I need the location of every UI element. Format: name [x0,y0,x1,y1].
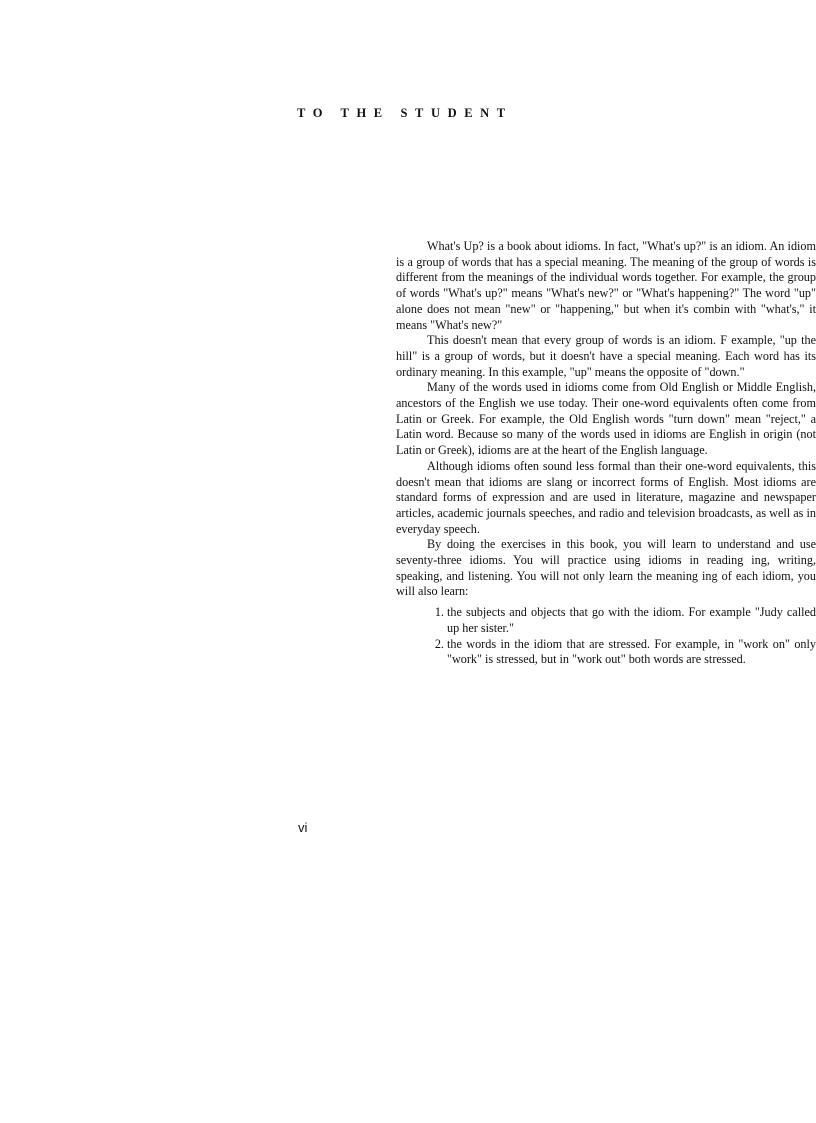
paragraph-4: Although idioms often sound less formal than their one-word equivalents, this doesn't mean that idioms are slang or incorrect forms of English. Most idioms are standard forms of expression and are used in literature, magazine and newspaper articles, academic journals speeches, and radio and television broadcasts, as well as in everyday speech. [396,458,816,536]
page-number: vi [298,820,308,835]
section-heading: TO THE STUDENT [297,106,513,120]
numbered-list [396,605,816,668]
paragraph-3: Many of the words used in idioms come from Old English or Middle English, ancestors of the English we use today. Their one-word equivalents often come from Latin or Greek. For example, the Old English words "turn down" mean "reject," a Latin word. Because so many of the words used in idioms are English in origin (not Latin or Greek), idioms are at the heart of the English language. [396,380,816,458]
paragraph-5: By doing the exercises in this book, you will learn to understand and use seventy-three idioms. You will practice using idioms in reading ing, writing, speaking, and listening. You will not only learn the meaning ing of each idiom, you will also learn: [396,537,816,599]
list-item: 2. the words in the idiom that are stressed. For example, in "work on" only "work" is stressed, but in "work out" both words are stressed. [447,637,816,668]
body-text [396,239,816,668]
paragraph-2: This doesn't mean that every group of words is an idiom. F example, "up the hill" is a group of words, but it doesn't have a special meaning. Each word has its ordinary meaning. In this example, "up" means the opposite of "down." [396,333,816,379]
list-item: 1. the subjects and objects that go with the idiom. For example "Judy called up her sister." [447,605,816,636]
paragraph-1: What's Up? is a book about idioms. In fact, "What's up?" is an idiom. An idiom is a group of words that has a special meaning. The meaning of the group of words is different from the meanings of the individual words together. For example, the group of words "What's up?" means "What's new?" or "What's happening?" The word "up" alone does not mean "new" or "happening," but when it's combin with "what's," it means "What's new?" [396,239,816,332]
